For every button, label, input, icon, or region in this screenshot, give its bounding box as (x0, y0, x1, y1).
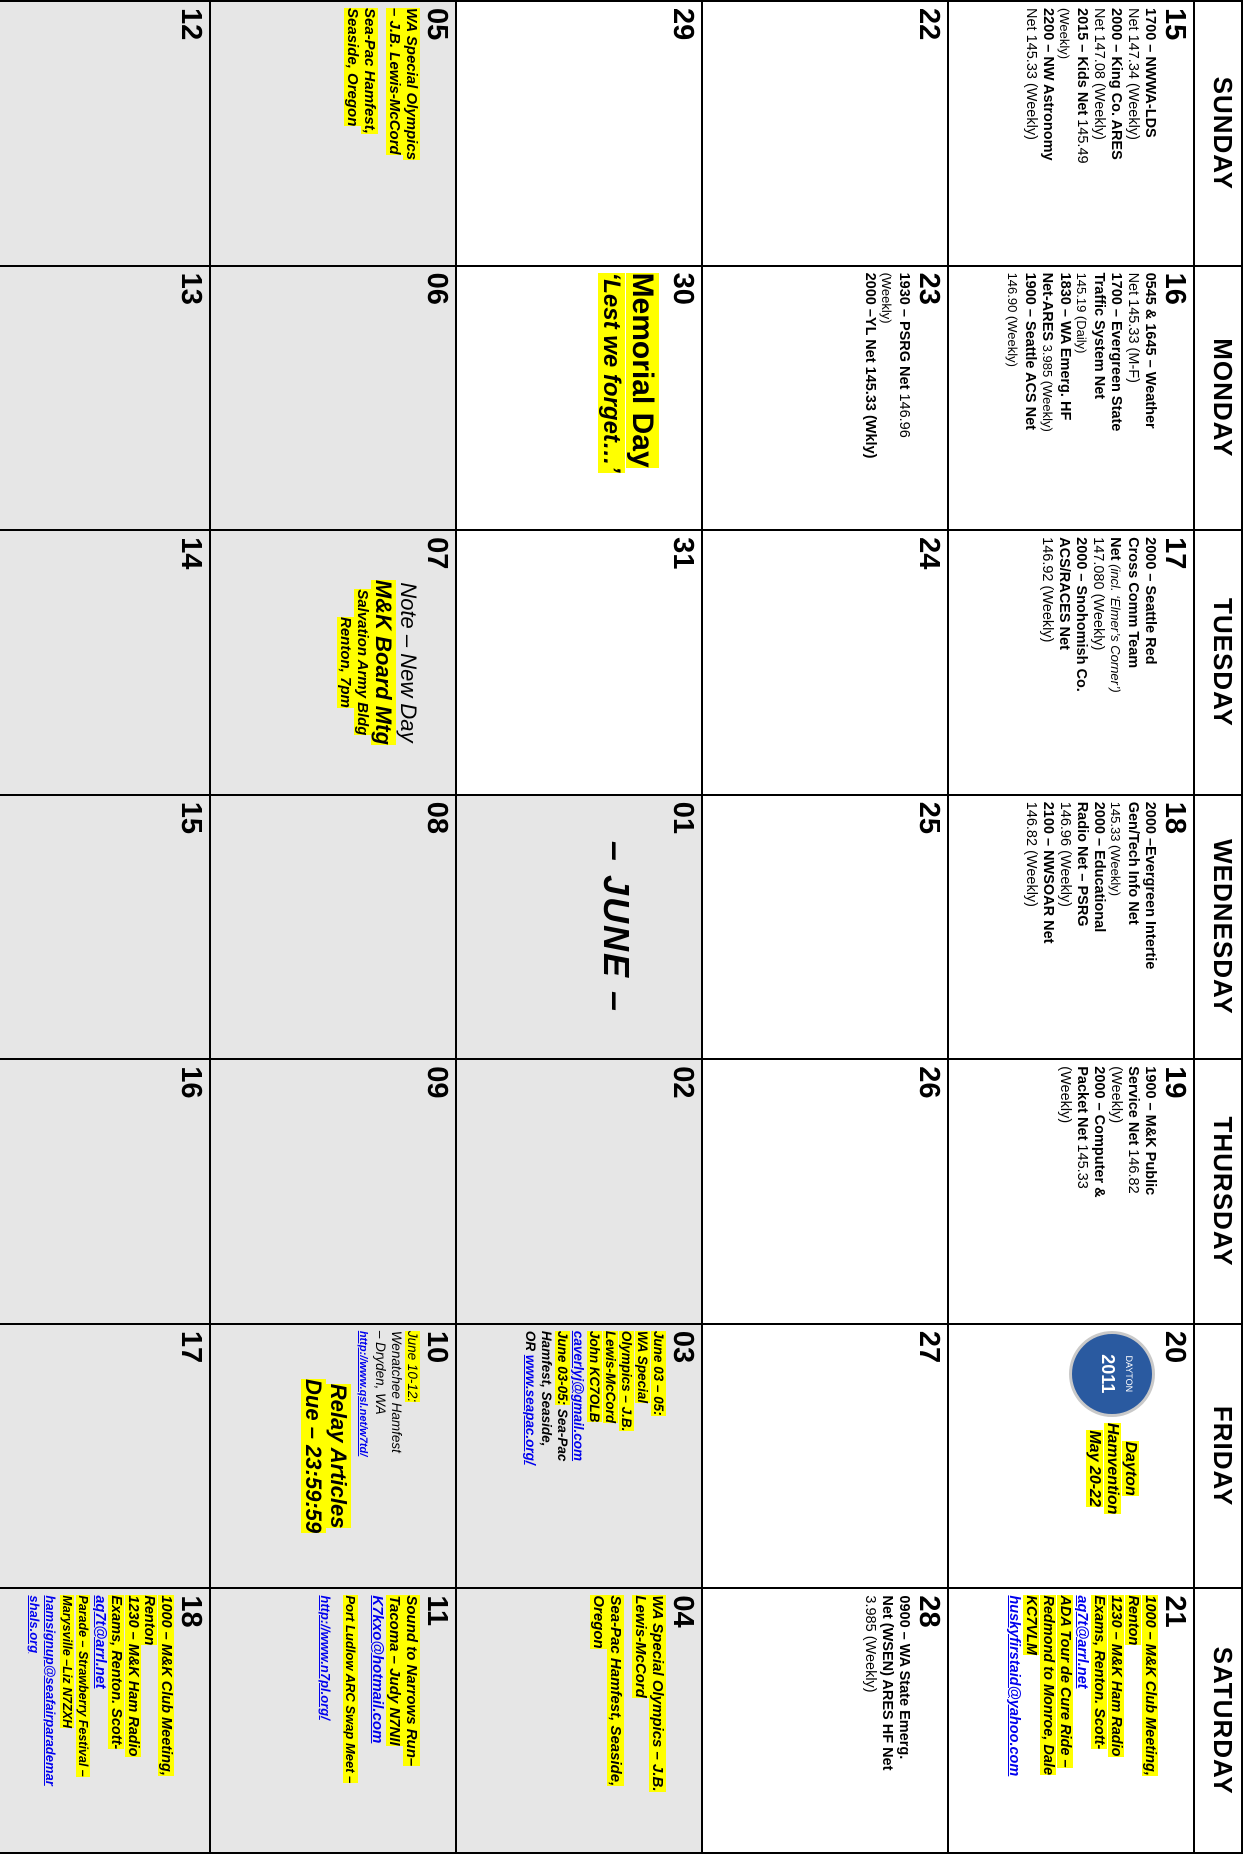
event-title: 2000 – Computer & (1091, 1066, 1107, 1198)
dayton-text (1085, 1423, 1139, 1515)
day-number: 15 (175, 801, 207, 834)
event-detail: 145.33 (1074, 1140, 1090, 1189)
day-cell (210, 266, 456, 531)
event-detail: 3.985 (Weekly) (1040, 341, 1055, 432)
event-detail: (Weekly) (1108, 1066, 1124, 1124)
day-number: 16 (175, 1066, 207, 1099)
event-title: Net (1107, 537, 1123, 561)
board-meeting-title: M&K Board Mtg (371, 579, 396, 745)
event-title: WA Special Olympics (403, 8, 420, 160)
event-title: 1900 – Seattle ACS Net (1022, 272, 1038, 430)
event-detail: 145.33 (Weekly) (1108, 801, 1123, 897)
event-title: Radio Net – PSRG (1074, 801, 1090, 927)
event-list (861, 273, 912, 524)
event-detail: 146.82 (1125, 1145, 1141, 1194)
day-cell (702, 266, 948, 531)
event-detail: Renton (141, 1595, 158, 1646)
week-row-4 (210, 1, 456, 1853)
event-detail: 145.19 (Daily) (1074, 272, 1089, 354)
day-cell (210, 1059, 456, 1324)
day-number: 26 (913, 1066, 945, 1099)
event-list (344, 8, 420, 259)
event-date: June 10-12: (405, 1330, 420, 1403)
email-link[interactable]: aq7t@arrl.net (1074, 1595, 1090, 1689)
event-detail: OR (523, 1330, 538, 1355)
event-title: WA Special Olympics – J.B. (649, 1595, 666, 1792)
event-title: 2100 – NWSOAR Net (1040, 801, 1056, 944)
event-title: 1700 – NWWA-LDS (1142, 8, 1158, 138)
week-row-1 (948, 1, 1194, 1853)
event-detail: Net 147.08 (Weekly) (1091, 8, 1107, 140)
day-number: 22 (913, 8, 945, 41)
day-cell (948, 1588, 1194, 1853)
day-number: 02 (667, 1066, 699, 1099)
day-cell (0, 266, 210, 531)
day-cell (456, 1324, 702, 1589)
event-title: 0900 – WA State Emerg. (896, 1595, 912, 1760)
week-row-2 (702, 1, 948, 1853)
day-cell (702, 795, 948, 1060)
event-detail: (Weekly) (879, 272, 894, 324)
day-cell (0, 1059, 210, 1324)
event-title: Olympics – J.B. (619, 1330, 634, 1432)
event-title: 2000 –Evergreen Intertie (1142, 801, 1158, 970)
event-detail: – J.B. Lewis-McCord (386, 8, 403, 155)
event-title: Port Ludlow ARC Swap Meet – (343, 1595, 358, 1784)
event-title: Dayton (1122, 1441, 1139, 1496)
event-title: 2000 – Seattle Red (1142, 537, 1158, 665)
dayton-hamvention-logo (1069, 1331, 1155, 1417)
event-title: 2000 – Educational (1091, 801, 1107, 933)
day-cell (210, 1, 456, 266)
day-number: 07 (421, 537, 453, 570)
web-link[interactable]: http://www.n7pl.org/ (318, 1595, 333, 1720)
logo-text: DAYTON (1124, 1355, 1134, 1393)
event-detail: Seaside, Oregon (344, 8, 361, 127)
day-number: 25 (913, 801, 945, 834)
event-list (1005, 1595, 1158, 1846)
event-title: 1000 – M&K Club Meeting, (158, 1595, 174, 1776)
day-number: 29 (667, 8, 699, 41)
day-cell (0, 1, 210, 266)
day-number: 03 (667, 1330, 699, 1364)
day-number: 31 (667, 537, 699, 570)
day-number: 17 (175, 1330, 207, 1364)
day-cell (0, 795, 210, 1060)
day-number: 12 (175, 8, 207, 41)
email-link[interactable]: aq7t@arrl.net (92, 1595, 108, 1689)
day-cell (0, 530, 210, 795)
memorial-day-title: Memorial Day (626, 272, 659, 468)
day-number: 21 (1159, 1595, 1191, 1628)
event-title: ADA Tour de Cure Ride – (1057, 1595, 1073, 1768)
day-number: 20 (1159, 1330, 1191, 1364)
day-cell (456, 1059, 702, 1324)
email-link[interactable]: caverlyj@gmail.com (571, 1330, 586, 1462)
event-title: 2000 – King Co. ARES (1108, 8, 1124, 160)
event-detail: Exams, Renton. Scott- (1091, 1595, 1107, 1750)
day-cell (948, 1059, 1194, 1324)
relay-articles-due: Due – 23:59:59 (301, 1379, 326, 1534)
logo-year: 2011 (1098, 1354, 1118, 1394)
day-cell (210, 795, 456, 1060)
event-list (26, 1595, 175, 1846)
board-meeting-time: Renton, 7pm (337, 616, 354, 708)
day-cell (702, 1, 948, 266)
day-number: 06 (421, 272, 453, 305)
event-title: Net (WSEN) ARES HF Net (879, 1595, 895, 1771)
event-detail: Net 145.33 (Weekly) (1023, 8, 1039, 140)
day-cell (0, 1324, 210, 1589)
event-detail: Renton (1125, 1595, 1141, 1646)
event-detail: Exams, Renton. Scott- (108, 1595, 125, 1750)
event-title: Net-ARES (1039, 272, 1055, 342)
day-cell (948, 530, 1194, 795)
event-title: Sea-Pac Hamfest, (361, 8, 378, 134)
event-detail: 3.985 (Weekly) (862, 1595, 878, 1693)
day-number: 27 (913, 1330, 945, 1364)
event-list (522, 1331, 666, 1582)
event-detail: Net 147.34 (Weekly) (1125, 8, 1141, 140)
event-detail: 146.92 (Weekly) (1039, 537, 1055, 643)
email-link[interactable]: huskyfirstaid@yahoo.com (1006, 1595, 1022, 1777)
event-detail: Lewis-McCord (632, 1595, 649, 1698)
day-header-friday: FRIDAY (1194, 1324, 1242, 1589)
board-meeting-location: Salvation Army Bldg (354, 589, 371, 736)
event-note: (incl. ‘Elmer’s Corner’) (1108, 560, 1123, 693)
event-list (355, 1331, 420, 1582)
day-number: 05 (421, 8, 453, 41)
day-cell (456, 266, 702, 531)
event-title: 2200 – NW Astronomy (1040, 8, 1056, 161)
event-title: 2000 –YL Net 145.33 (Wkly) (862, 272, 878, 459)
event-detail: John KC7OLB (587, 1330, 602, 1423)
day-cell (948, 795, 1194, 1060)
day-cell (702, 1324, 948, 1589)
event-title: Parade – Strawberry Festival – (76, 1595, 91, 1777)
event-list (1022, 8, 1158, 259)
event-detail: KC7VLM (1023, 1595, 1039, 1655)
web-link[interactable]: www.seapac.org/ (523, 1354, 538, 1465)
day-header-monday: MONDAY (1194, 266, 1242, 531)
event-title: Cross Comm Team (1125, 537, 1141, 669)
event-detail: (Weekly) (1057, 8, 1072, 60)
day-cell (456, 530, 702, 795)
day-cell (456, 1588, 702, 1853)
day-header-thursday: THURSDAY (1194, 1059, 1242, 1324)
event-detail: Net 145.33 (M-F) (1125, 272, 1141, 383)
event-title: 2000 – Snohomish Co. (1073, 537, 1089, 692)
relay-articles-title: Relay Articles (326, 1383, 351, 1529)
event-title: Traffic System Net (1091, 272, 1107, 400)
event-detail: Marysville –Liz N7ZXH (60, 1595, 74, 1729)
day-number: 18 (175, 1595, 207, 1628)
day-number: 13 (175, 272, 207, 305)
day-cell (456, 795, 702, 1060)
event-title: Gen/Tech Info Net (1125, 801, 1141, 925)
event-detail: 147.080 (Weekly) (1090, 537, 1106, 651)
week-row-5 (0, 1, 210, 1853)
day-cell (702, 1059, 948, 1324)
day-header-wednesday: WEDNESDAY (1194, 795, 1242, 1060)
event-date: May 20-22 (1086, 1430, 1103, 1507)
event-title: 1700 – Evergreen State (1108, 272, 1124, 432)
event-title: 2015 – Kids Net (1074, 8, 1090, 116)
day-cell (0, 1588, 210, 1853)
day-cell (210, 1588, 456, 1853)
day-header-saturday: SATURDAY (1194, 1588, 1242, 1853)
day-cell (456, 1, 702, 266)
day-number: 14 (175, 537, 207, 570)
event-list (861, 1595, 912, 1846)
event-list (1038, 537, 1158, 788)
day-cell (210, 1324, 456, 1589)
event-list (590, 1595, 666, 1846)
day-cell (948, 1324, 1194, 1589)
day-number: 19 (1159, 1066, 1191, 1099)
event-title: 1230 – M&K Ham Radio (125, 1595, 141, 1757)
event-detail: – Dryden, WA (373, 1330, 388, 1415)
event-list (317, 1595, 420, 1846)
note-text: Note – New Day (396, 582, 421, 743)
event-title: Wenatchee Hamfest (389, 1330, 404, 1453)
event-title: WA Special (635, 1330, 650, 1404)
day-header-sunday: SUNDAY (1194, 1, 1242, 266)
month-label: – JUNE – (596, 840, 637, 1013)
event-title: 0545 & 1645 – Weather (1142, 272, 1158, 429)
event-title: 1930 – PSRG Net (896, 272, 912, 390)
day-number: 01 (667, 801, 699, 834)
day-number: 18 (1159, 801, 1191, 834)
day-number: 30 (667, 272, 699, 305)
dayton-event (1069, 1331, 1155, 1582)
day-cell (948, 266, 1194, 531)
event-detail: 145.49 (1074, 115, 1090, 164)
day-number: 23 (913, 272, 945, 305)
day-number: 11 (421, 1595, 453, 1627)
event-title: 1230 – M&K Ham Radio (1108, 1595, 1124, 1757)
day-number: 17 (1159, 537, 1191, 570)
event-detail: Redmond to Monroe, Dale (1040, 1595, 1056, 1776)
day-number: 15 (1159, 8, 1191, 41)
day-cell (210, 530, 456, 795)
web-link[interactable]: http://www.qsl.net/w7td/ (357, 1330, 369, 1457)
event-list (1022, 802, 1158, 1053)
event-detail: Oregon (590, 1595, 607, 1649)
email-link[interactable]: shals.org (27, 1595, 42, 1654)
email-link[interactable]: K7kxo@hotmail.com (369, 1595, 386, 1744)
event-detail: 146.96 (896, 389, 912, 438)
day-cell (702, 1588, 948, 1853)
event-title: Packet Net (1074, 1066, 1090, 1141)
memorial-day-subtitle: ‘Lest we forget…’ (598, 272, 625, 473)
day-number: 04 (667, 1595, 699, 1628)
day-number: 16 (1159, 272, 1191, 305)
day-number: 09 (421, 1066, 453, 1099)
event-title: Sound to Narrows Run– (403, 1595, 420, 1767)
event-title: Hamvention (1104, 1422, 1121, 1515)
event-detail: 146.90 (Weekly) (1005, 272, 1020, 367)
event-title: 1900 – M&K Public (1142, 1066, 1158, 1196)
day-number: 28 (913, 1595, 945, 1628)
event-title: Sea-Pac (555, 1405, 570, 1462)
event-title: 1830 – WA Emerg. HF (1057, 272, 1073, 421)
event-list (1056, 1066, 1158, 1317)
event-title: Sea-Pac Hamfest, Seaside, (607, 1595, 624, 1787)
event-detail: 146.82 (Weekly) (1023, 801, 1039, 907)
event-date: June 03 – 05: (651, 1330, 666, 1416)
day-number: 10 (421, 1330, 453, 1364)
email-link[interactable]: hamsignup@seafairparademar (43, 1595, 59, 1786)
day-number: 08 (421, 801, 453, 834)
day-cell (948, 1, 1194, 266)
event-detail: Lewis-McCord (603, 1330, 618, 1424)
day-number: 24 (913, 537, 945, 570)
event-detail: Tacoma – Judy N7NII (386, 1595, 403, 1746)
event-title: Service Net (1125, 1066, 1141, 1146)
event-detail: (Weekly) (1057, 1066, 1073, 1124)
event-detail: Hamfest, Seaside, (539, 1330, 554, 1447)
event-title: 1000 – M&K Club Meeting, (1142, 1595, 1158, 1776)
day-cell (702, 530, 948, 795)
event-detail: 146.96 (Weekly) (1057, 801, 1073, 907)
day-header-row (1194, 1, 1242, 1853)
event-list (1004, 273, 1158, 524)
week-row-3 (456, 1, 702, 1853)
event-title: ACS/RACES Net (1056, 537, 1072, 650)
day-header-tuesday: TUESDAY (1194, 530, 1242, 795)
event-date: June 03-05: (555, 1330, 570, 1406)
